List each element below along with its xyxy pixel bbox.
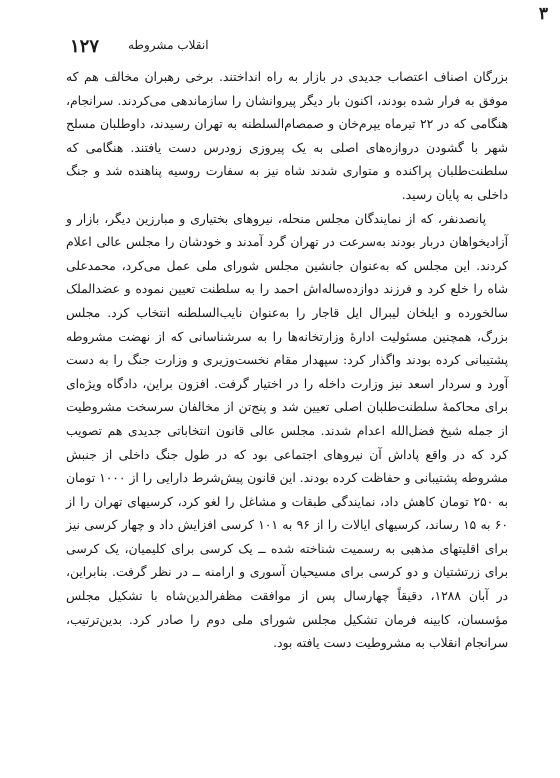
- paragraph-1: بزرگان اصناف اعتصاب جدیدی در بازار به راه انداختند. برخی رهبران مخالف هم که موفق به فرار شده بودند، اکنون بار دیگر پیروانشان را سازماندهی می‌کردند. سرانجام، هنگامی که در ۲۲ تیرماه یپرم‌خان و صمصام‌السلطنه به تهران رسیدند، داوطلبان مسلح شهر با گشودن دروازه‌های اصلی به یک پیروزی زودرس دست یافتند. هنگامی که سلطنت‌طلبان پراکنده و متواری شدند شاه نیز به سفارت روسیه پناهنده شد و جنگ داخلی به پایان رسید.: [66, 70, 508, 202]
- body-text: [66, 66, 508, 656]
- running-head: [70, 36, 502, 58]
- page-number: ۱۲۷: [70, 36, 100, 57]
- running-title: انقلاب مشروطه: [128, 38, 209, 52]
- paragraph-2: پانصدنفر، که از نمایندگان مجلس منحله، نیروهای بختیاری و مبارزین دیگر، بازار و آزادیخواهان دربار بودند به‌سرعت در تهران گرد آمدند و خودشان را مجلس عالی اعلام کردند. این مجلس که به‌عنوان جانشین مجلس شورای ملی عمل می‌کرد، محمدعلی شاه را خلع کرد و فرزند دوازده‌ساله‌اش احمد را به سلطنت تعیین نموده و عضدالملک سالخورده و ایلخان لیبرال ایل قاجار را به‌عنوان نایب‌السلطنه انتخاب کرد. مجلس بزرگ، همچنین مسئولیت ادارهٔ وزارتخانه‌ها را به سرشناسانی که از نهضت مشروطه پشتیبانی کرده بودند واگذار کرد: سپهدار مقام نخست‌وزیری و وزارت جنگ را به دست آورد و سردار اسعد نیز وزارت داخله را در اختیار گرفت. افزون براین، دادگاه ویژه‌ای برای محاکمهٔ سلطنت‌طلبان اصلی تعیین شد و پنج‌تن از مخالفان سرسخت مشروطیت از جمله شیخ فضل‌الله اعدام شدند. مجلس عالی قانون انتخاباتی جدیدی هم تصویب کرد که در واقع پاداش آن نیروهای اجتماعی بود که در طول جنگ داخلی از جنبش مشروطه پشتیبانی و حفاظت کرده بودند. این قانون پیش‌شرط دارایی را از ۱۰۰۰ تومان به ۲۵۰ تومان کاهش داد، نمایندگی طبقات و مشاغل را لغو کرد، کرسیهای تهران را از ۶۰ به ۱۵ رساند، کرسیهای ایالات را از ۹۶ به ۱۰۱ کرسی افزایش داد و چهار کرسی نیز برای اقلیتهای مذهبی به رسمیت شناخته شده ــ یک کرسی برای کلیمیان، یک کرسی برای زرتشتیان و دو کرسی برای مسیحیان آسوری و ارامنه ــ در نظر گرفت. بنابراین، در آبان ۱۲۸۸، دقیقاً چهارسال پس از موافقت مظفرالدین‌شاه با تشکیل مجلس مؤسسان، کابینه فرمان تشکیل مجلس شورای ملی دوم را صادر کرد. بدین‌ترتیب، سرانجام انقلاب به مشروطیت دست یافته بود.: [66, 211, 508, 651]
- corner-mark: ۳: [538, 4, 548, 24]
